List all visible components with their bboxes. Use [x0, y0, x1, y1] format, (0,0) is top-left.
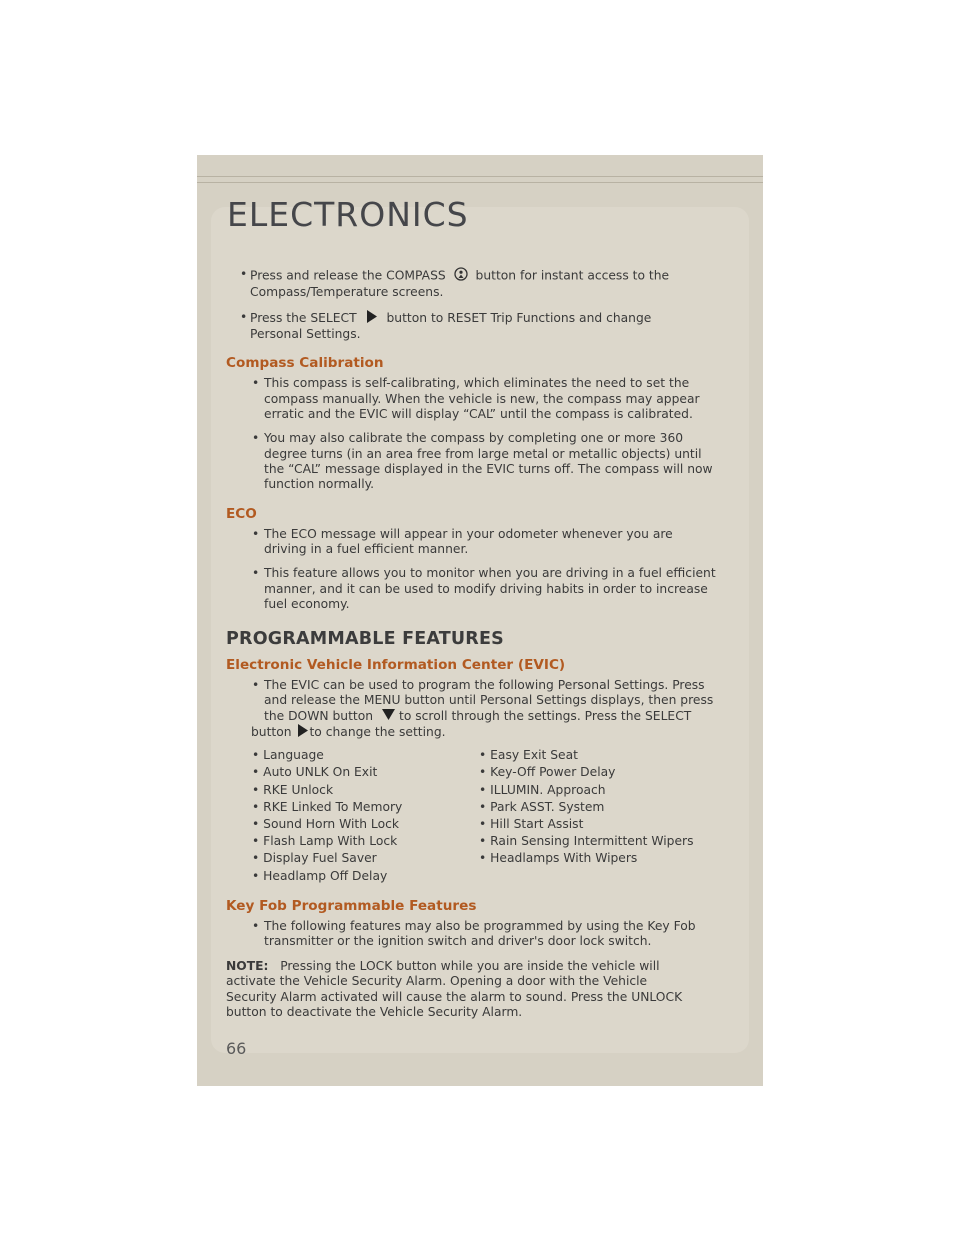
compass-bullet-2: • You may also calibrate the compass by completing one or more 360 degree turns (in an area free from large metal or metallic objects) until the “CAL” message displayed in the EVIC turns off. The compass will now function normally.	[252, 431, 713, 492]
settings-list	[226, 747, 742, 885]
right-arrow-icon	[361, 310, 383, 327]
eco-bullet-1: • The ECO message will appear in your odometer whenever you are driving in a fuel efficient manner.	[252, 526, 673, 557]
key-fob-heading: Key Fob Programmable Features	[226, 897, 477, 914]
page-number: 66	[226, 1039, 247, 1058]
list-item: • Park ASST. System	[479, 799, 605, 814]
compass-bullet-1: • This compass is self-calibrating, which eliminates the need to set the compass manually. When the vehicle is new, the compass may appear erratic and the EVIC will display “CAL” until the compass is calibrated.	[252, 376, 700, 422]
list-item: • Language	[252, 748, 324, 763]
down-arrow-icon	[377, 709, 399, 724]
page-content	[226, 267, 742, 1021]
list-item: • ILLUMIN. Approach	[479, 782, 606, 797]
compass-calibration-heading: Compass Calibration	[226, 355, 384, 372]
list-item: • Flash Lamp With Lock	[252, 834, 398, 849]
programmable-features-heading: PROGRAMMABLE FEATURES	[226, 629, 504, 650]
note-paragraph: NOTE: Pressing the LOCK button while you are inside the vehicle will activate the Vehicle Security Alarm. Opening a door with the Vehicle Security Alarm activated will cause the alarm to sound. Press the UNLOCK button to deactivate the Vehicle Security Alarm.	[226, 958, 683, 1020]
list-item: • Auto UNLK On Exit	[252, 765, 378, 780]
right-arrow-icon	[295, 724, 309, 741]
section-title: ELECTRONICS	[227, 195, 469, 234]
manual-page	[197, 155, 763, 1086]
note-label: NOTE:	[226, 958, 269, 973]
compass-icon	[450, 267, 472, 285]
list-item: • Hill Start Assist	[479, 817, 584, 832]
list-item: • Key-Off Power Delay	[479, 765, 616, 780]
key-fob-bullet: • The following features may also be programmed by using the Key Fob transmitter or the ignition switch and driver's door lock switch.	[252, 919, 696, 949]
evic-bullet: • The EVIC can be used to program the following Personal Settings. Press and release the MENU button until Personal Settings displays, then press the DOWN button to scroll through the settings. Press the SELECT button to change the setting.	[226, 678, 742, 741]
top-rule-2	[197, 182, 763, 183]
list-item: • Easy Exit Seat	[479, 748, 578, 763]
select-button-bullet: • Press the SELECT button to RESET Trip Functions and change Personal Settings.	[240, 309, 652, 341]
list-item: • RKE Linked To Memory	[252, 799, 403, 814]
list-item: • Rain Sensing Intermittent Wipers	[479, 834, 694, 849]
evic-heading: Electronic Vehicle Information Center (EVIC)	[226, 656, 566, 673]
top-rule	[197, 176, 763, 177]
list-item: • Headlamp Off Delay	[252, 868, 388, 883]
compass-button-bullet: • Press and release the COMPASS button for instant access to the Compass/Temperature screens.	[240, 267, 670, 300]
eco-heading: ECO	[226, 505, 257, 522]
list-item: • Display Fuel Saver	[252, 851, 377, 866]
settings-list-right	[479, 747, 706, 885]
eco-bullet-2: • This feature allows you to monitor when you are driving in a fuel efficient manner, and it can be used to modify driving habits in order to increase fuel economy.	[252, 566, 716, 612]
list-item: • Sound Horn With Lock	[252, 817, 399, 832]
list-item: • RKE Unlock	[252, 782, 334, 797]
settings-list-left	[252, 747, 479, 885]
list-item: • Headlamps With Wipers	[479, 851, 638, 866]
